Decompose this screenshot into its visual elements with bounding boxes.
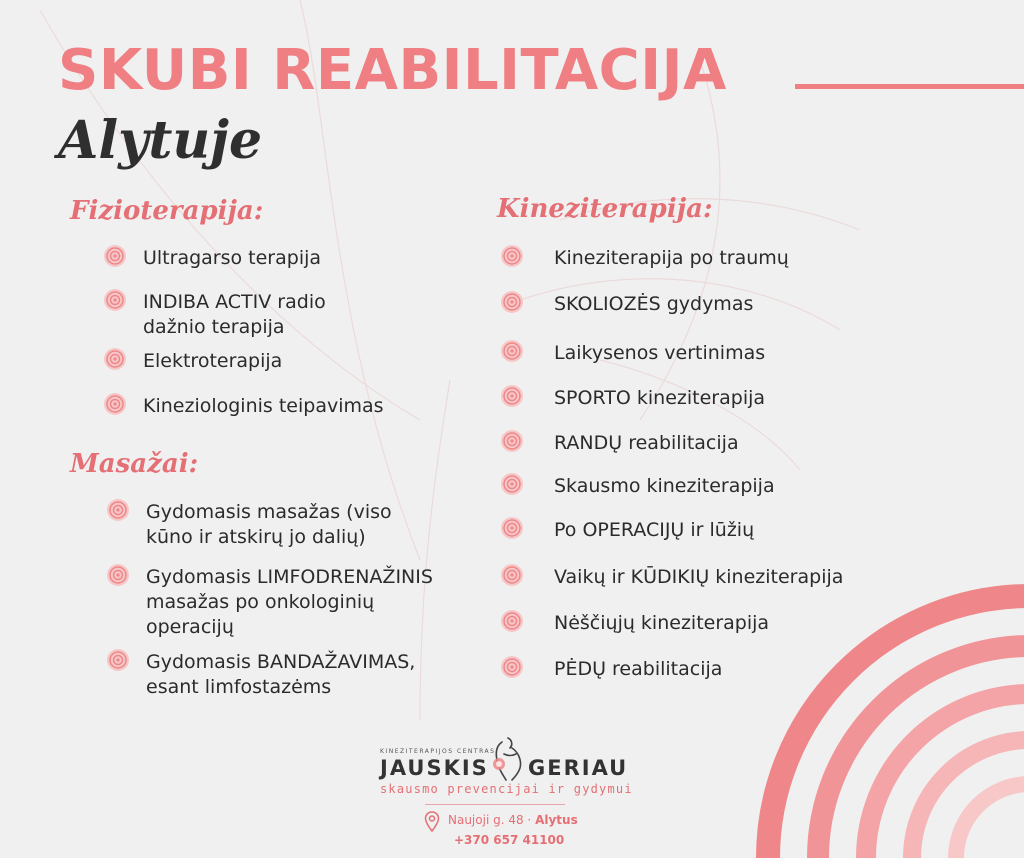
list-item-label: Ultragarso terapija	[143, 247, 322, 269]
contact-phone: +370 657 41100	[454, 833, 565, 847]
list-item-label: Gydomasis LIMFODRENAŽINIS masažas po onkologinių operacijų	[146, 566, 433, 638]
concentric-circle-bullet-icon	[106, 498, 130, 522]
logo-name-left: JAUSKIS	[380, 756, 489, 780]
list-item	[106, 650, 415, 700]
list-item	[103, 290, 326, 340]
list-item	[106, 500, 392, 550]
list-item	[500, 611, 769, 636]
concentric-circle-bullet-icon	[500, 655, 524, 679]
logo-tagline: skausmo prevencijai ir gydymui	[380, 782, 633, 796]
concentric-circle-bullet-icon	[500, 516, 524, 540]
concentric-circle-bullet-icon	[500, 429, 524, 453]
list-item-label: Kineziologinis teipavimas	[143, 395, 384, 417]
section-heading-masazai: Masažai:	[70, 449, 199, 479]
concentric-circle-bullet-icon	[500, 244, 524, 268]
list-item-label: PĖDŲ reabilitacija	[554, 658, 723, 680]
list-item-label: INDIBA ACTIV radio dažnio terapija	[143, 291, 326, 338]
list-item	[500, 657, 722, 682]
list-item	[500, 565, 843, 590]
concentric-circle-bullet-icon	[106, 563, 130, 587]
list-item-label: Po OPERACIJŲ ir lūžių	[554, 519, 755, 541]
list-item-label: SKOLIOZĖS gydymas	[554, 293, 754, 315]
list-item-label: Vaikų ir KŪDIKIŲ kineziterapija	[554, 566, 844, 588]
human-figure-icon	[482, 734, 528, 782]
section-heading-fizioterapija: Fizioterapija:	[70, 196, 264, 226]
list-item	[500, 474, 775, 499]
concentric-circle-bullet-icon	[500, 384, 524, 408]
concentric-circle-bullet-icon	[103, 392, 127, 416]
list-item-label: Elektroterapija	[143, 350, 283, 372]
logo-name-right: GERIAU	[528, 756, 629, 780]
concentric-circle-bullet-icon	[500, 472, 524, 496]
concentric-circle-bullet-icon	[500, 563, 524, 587]
list-item-label: Laikysenos vertinimas	[554, 342, 766, 364]
list-item	[500, 386, 765, 411]
concentric-circle-bullet-icon	[103, 347, 127, 371]
page-subtitle: Alytuje	[58, 110, 263, 171]
address-city: Alytus	[535, 813, 578, 827]
title-divider-line	[795, 84, 1024, 89]
list-item	[500, 246, 789, 271]
list-item	[500, 518, 754, 543]
list-item	[103, 394, 384, 419]
address-street: Naujoji g. 48 ·	[448, 813, 536, 827]
list-item-label: Kineziterapija po traumų	[554, 247, 789, 269]
concentric-circle-bullet-icon	[500, 290, 524, 314]
page-title: SKUBI REABILITACIJA	[58, 38, 727, 103]
list-item	[103, 246, 321, 271]
list-item	[500, 431, 739, 456]
list-item	[106, 565, 433, 640]
list-item-label: SPORTO kineziterapija	[554, 387, 766, 409]
brand-logo	[378, 734, 633, 806]
location-pin-icon	[424, 811, 440, 833]
list-item-label: Nėščiųjų kineziterapija	[554, 612, 770, 634]
concentric-circle-bullet-icon	[103, 288, 127, 312]
logo-small-text: KINEZITERAPIJOS CENTRAS	[380, 748, 496, 755]
list-item	[103, 349, 282, 374]
list-item	[500, 292, 753, 317]
list-item-label: Gydomasis BANDAŽAVIMAS, esant limfostazėms	[146, 651, 416, 698]
footer-divider	[425, 804, 565, 805]
contact-address	[448, 813, 578, 827]
concentric-circle-bullet-icon	[103, 244, 127, 268]
list-item-label: Skausmo kineziterapija	[554, 475, 775, 497]
section-heading-kineziterapija: Kineziterapija:	[497, 194, 713, 224]
concentric-circle-bullet-icon	[500, 609, 524, 633]
list-item	[500, 341, 765, 366]
list-item-label: Gydomasis masažas (viso kūno ir atskirų jo dalių)	[146, 501, 392, 548]
concentric-circle-bullet-icon	[500, 339, 524, 363]
list-item-label: RANDŲ reabilitacija	[554, 432, 739, 454]
concentric-circle-bullet-icon	[106, 648, 130, 672]
